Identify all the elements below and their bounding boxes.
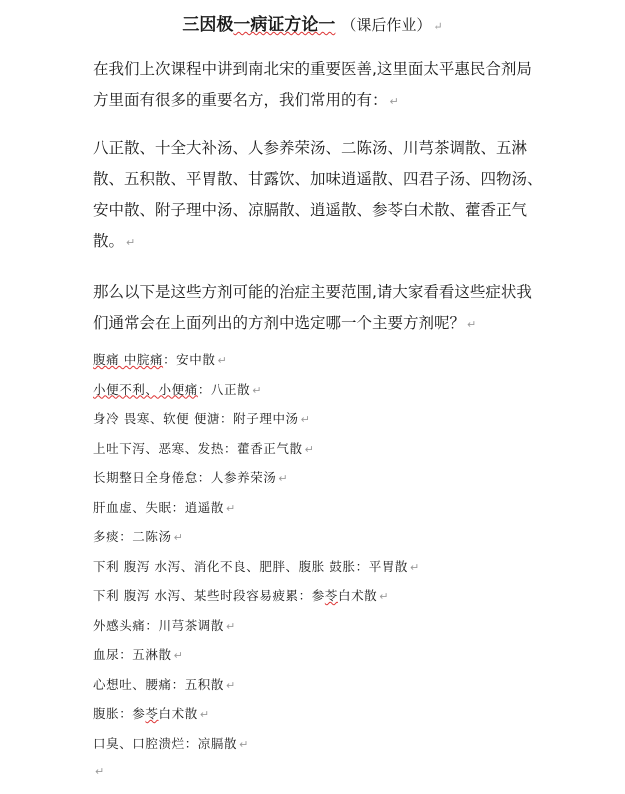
symptom-text-post: 身冷 畏寒、软便 便溏：附子理中汤 (93, 411, 299, 426)
symptom-text-post: 心想吐、腰痛：五积散 (93, 676, 225, 692)
symptom-text-post: 白术散 (158, 706, 198, 721)
paragraph-mark: ↵ (304, 442, 315, 456)
symptom-item (93, 670, 420, 700)
paragraph-mark: ↵ (95, 765, 105, 778)
symptom-text-post: ：安中散 (163, 352, 216, 367)
symptom-text-post: 口臭、口腔溃烂：凉膈散 (93, 735, 238, 751)
title-main-b: 一病证方论一 (233, 15, 336, 35)
symptom-item (93, 552, 420, 582)
symptom-text-flagged: 苓 (324, 588, 338, 603)
symptom-item (93, 581, 420, 611)
symptom-item (93, 611, 420, 641)
symptom-item (93, 463, 420, 493)
paragraph-mark: ↵ (252, 383, 263, 397)
title-main-a: 三因极 (182, 15, 234, 35)
title-subtitle: （课后作业） (341, 16, 432, 34)
symptom-item (93, 522, 420, 552)
paragraph-mark: ↵ (173, 531, 184, 544)
symptom-text-post: 外感头痛：川芎茶调散 (93, 617, 225, 633)
paragraph-mark: ↵ (226, 619, 236, 633)
symptom-text-post: 上吐下泻、恶寒、发热：藿香正气散 (93, 440, 303, 456)
symptom-text-flagged: 腹痛 中脘痛 (93, 352, 164, 367)
symptom-text-post: 长期整日全身倦怠：人参养荣汤 (93, 470, 277, 485)
paragraph-mark: ↵ (379, 590, 390, 603)
symptom-list (93, 345, 420, 758)
paragraph-mark: ↵ (300, 413, 311, 426)
paragraph-mark: ↵ (226, 501, 236, 515)
empty-paragraph (93, 760, 104, 779)
paragraph-mark: ↵ (410, 560, 420, 574)
symptom-text-post: 血尿：五淋散 (93, 647, 172, 662)
paragraph-mark: ↵ (278, 472, 289, 485)
symptom-text-post: 下利 腹泻 水泻、消化不良、肥胖、腹胀 鼓胀：平胃散 (93, 558, 409, 574)
symptom-text-post: 肝血虚、失眠：逍遥散 (93, 499, 225, 515)
paragraph-mark: ↵ (389, 95, 399, 108)
symptom-text-post: 多痰：二陈汤 (93, 529, 172, 544)
symptom-item (93, 729, 420, 759)
question-text: 那么以下是这些方剂可能的治症主要范围,请大家看看这些症状我们通常会在上面列出的方剂中选定哪一个主要方剂呢？ (93, 283, 532, 332)
symptom-item (93, 640, 420, 670)
paragraph-mark: ↵ (467, 318, 477, 331)
symptom-text-post: ：八正散 (197, 381, 251, 397)
intro-paragraph (93, 54, 543, 117)
paragraph-mark: ↵ (433, 20, 443, 33)
paragraph-mark: ↵ (217, 354, 228, 367)
paragraph-mark: ↵ (173, 649, 184, 662)
document-title (0, 10, 625, 35)
symptom-item (93, 375, 420, 405)
formula-list-paragraph (93, 133, 543, 258)
symptom-item (93, 404, 420, 434)
question-paragraph (93, 277, 543, 340)
paragraph-mark: ↵ (239, 737, 249, 751)
symptom-item (93, 493, 420, 523)
symptom-text-flagged: 苓 (145, 706, 159, 721)
symptom-item (93, 345, 420, 375)
symptom-item (93, 699, 420, 729)
formula-list-text: 八正散、十全大补汤、人参养荣汤、二陈汤、川芎茶调散、五淋散、五积散、平胃散、甘露饮、加味逍遥散、四君子汤、四物汤、安中散、附子理中汤、凉膈散、逍遥散、参苓白术散、藿香正气散。 (93, 139, 543, 250)
intro-text: 在我们上次课程中讲到南北宋的重要医善,这里面太平惠民合剂局方里面有很多的重要名方，我们常用的有： (93, 60, 532, 109)
symptom-item (93, 434, 420, 464)
paragraph-mark: ↵ (226, 678, 236, 692)
symptom-text-post: 白术散 (337, 588, 378, 603)
paragraph-mark: ↵ (126, 236, 136, 249)
symptom-text-pre: 下利 腹泻 水泻、某些时段容易疲累：参 (93, 588, 325, 603)
symptom-text-pre: 腹胀：参 (93, 706, 146, 721)
paragraph-mark: ↵ (199, 708, 210, 721)
symptom-text-flagged: 小便不利、小便痛 (93, 381, 198, 397)
